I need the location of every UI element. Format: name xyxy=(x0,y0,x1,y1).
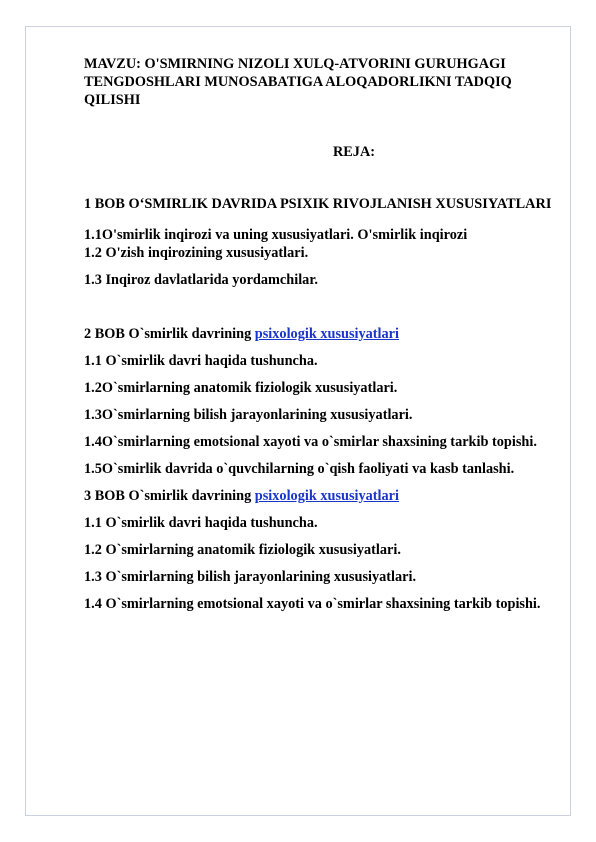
chapter-3-heading-link[interactable]: psixologik xususiyatlari xyxy=(254,488,399,504)
chapter-1-item: 1.3 Inqiroz davlatlarida yordamchilar. xyxy=(84,272,318,288)
chapter-2-heading xyxy=(84,325,554,343)
chapter-2-item: 1.2O`smirlarning anatomik fiziologik xususiyatlari. xyxy=(84,380,398,396)
chapter-1-heading: 1 BOB O‘SMIRLIK DAVRIDA PSIXIK RIVOJLANISH XUSUSIYATLARI xyxy=(84,196,552,212)
chapter-1-item: 1.2 O'zish inqirozining xususiyatlari. xyxy=(84,245,309,261)
chapter-3-item: 1.4 O`smirlarning emotsional xayoti va o`smirlar shaxsining tarkib topishi. xyxy=(84,596,541,612)
chapter-3-item: 1.2 O`smirlarning anatomik fiziologik xususiyatlari. xyxy=(84,542,401,558)
chapter-2-item: 1.1 O`smirlik davri haqida tushuncha. xyxy=(84,353,318,369)
chapter-2-item: 1.5O`smirlik davrida o`quvchilarning o`qish faoliyati va kasb tanlashi. xyxy=(84,461,515,477)
chapter-2-item: 1.3O`smirlarning bilish jarayonlarining xususiyatlari. xyxy=(84,407,413,423)
chapter-3-heading-text: 3 BOB O`smirlik davrining xyxy=(84,488,255,504)
chapter-3-heading xyxy=(84,487,554,505)
chapter-2-heading-link[interactable]: psixologik xususiyatlari xyxy=(254,326,399,342)
chapter-1-item: 1.1O'smirlik inqirozi va uning xususiyatlari. O'smirlik inqirozi xyxy=(84,227,468,243)
plan-heading: REJA: xyxy=(332,144,376,160)
chapter-3-item: 1.3 O`smirlarning bilish jarayonlarining xususiyatlari. xyxy=(84,569,417,585)
chapter-2-item: 1.4O`smirlarning emotsional xayoti va o`smirlar shaxsining tarkib topishi. xyxy=(84,434,537,450)
chapter-2-heading-text: 2 BOB O`smirlik davrining xyxy=(84,326,255,342)
chapter-3-item: 1.1 O`smirlik davri haqida tushuncha. xyxy=(84,515,318,531)
document-body xyxy=(84,55,554,613)
document-title: MAVZU: O'SMIRNING NIZOLI XULQ-ATVORINI GURUHGAGI TENGDOSHLARI MUNOSABATIGA ALOQADORLIKNI TADQIQ QILISHI xyxy=(84,56,512,108)
